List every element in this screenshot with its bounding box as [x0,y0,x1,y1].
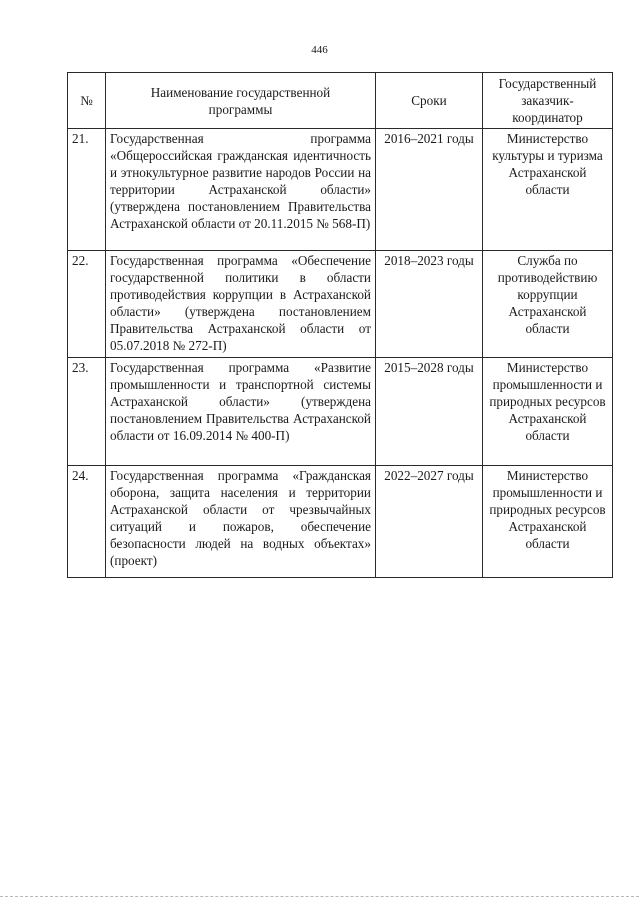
table-row [68,466,613,578]
table-row [68,358,613,466]
row-number: 22. [68,251,106,358]
program-term: 2015–2028 годы [376,358,483,466]
program-name: Государственная программа «Общероссийская гражданская идентичность и этнокультурное развитие народов России на территории Астраханской области» (утверждена постановлением Правительства Астраханской области от 20.11.2015 № 568-П) [106,129,376,251]
programs-table [67,72,613,578]
row-number: 21. [68,129,106,251]
header-coordinator: Государственный заказчик-координатор [483,73,613,129]
scan-bottom-edge [0,896,639,897]
row-number: 23. [68,358,106,466]
row-number: 24. [68,466,106,578]
header-term: Сроки [376,73,483,129]
program-term: 2018–2023 годы [376,251,483,358]
page-number: 446 [311,44,328,56]
program-name: Государственная программа «Развитие промышленности и транспортной системы Астраханской области» (утверждена постановлением Правительства Астраханской области от 16.09.2014 № 400-П) [106,358,376,466]
program-coordinator: Служба по противодействию коррупции Астраханской области [483,251,613,358]
program-coordinator: Министерство промышленности и природных ресурсов Астраханской области [483,466,613,578]
table-row [68,251,613,358]
table-header-row [68,73,613,129]
header-num: № [68,73,106,129]
program-term: 2022–2027 годы [376,466,483,578]
program-name: Государственная программа «Гражданская оборона, защита населения и территории Астраханской области от чрезвычайных ситуаций и пожаров, обеспечение безопасности людей на водных объектах» (проект) [106,466,376,578]
program-name: Государственная программа «Обеспечение государственной политики в области противодействия коррупции в Астраханской области» (утверждена постановлением Правительства Астраханской области от 05.07.2018 № 272-П) [106,251,376,358]
program-coordinator: Министерство культуры и туризма Астраханской области [483,129,613,251]
program-coordinator: Министерство промышленности и природных ресурсов Астраханской области [483,358,613,466]
program-term: 2016–2021 годы [376,129,483,251]
table-row [68,129,613,251]
header-program-name: Наименование государственной программы [106,73,376,129]
